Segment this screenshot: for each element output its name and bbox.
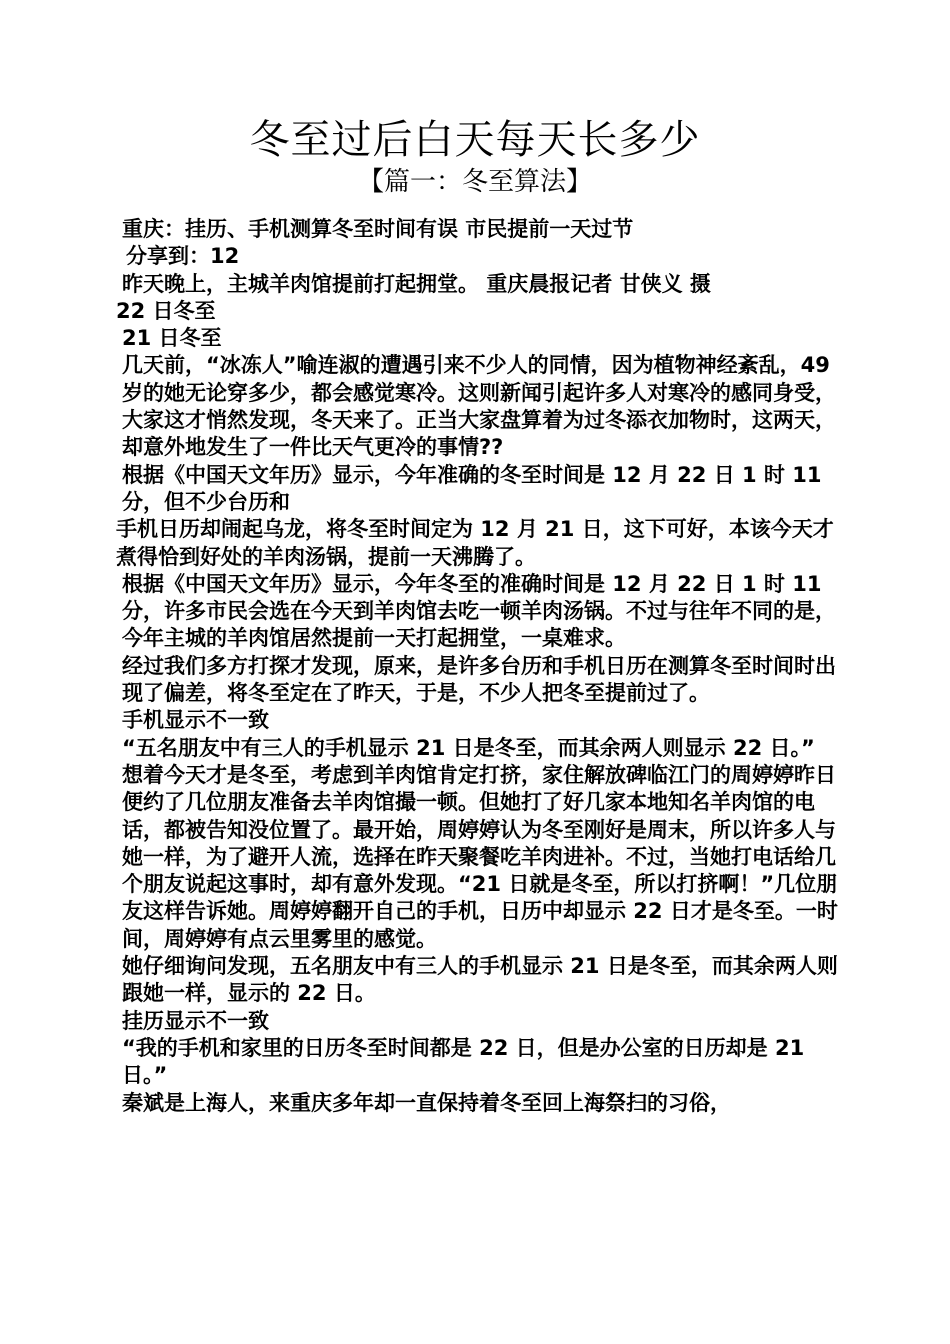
section-heading: 手机显示不一致 bbox=[122, 708, 269, 733]
date-label-22: 22 日冬至 bbox=[116, 298, 216, 323]
photo-caption: 昨天晚上，主城羊肉馆提前打起拥堂。 重庆晨报记者 甘侠义 摄 bbox=[122, 271, 711, 296]
document-subtitle: 【篇一：冬至算法】 bbox=[357, 167, 592, 197]
body-paragraph: 经过我们多方打探才发现，原来，是许多台历和手机日历在测算冬至时间时出现了偏差，将冬至定在了昨天，于是，不少人把冬至提前过了。 bbox=[122, 653, 836, 706]
quote-paragraph: “五名朋友中有三人的手机显示 21 日是冬至，而其余两人则显示 22 日。” bbox=[122, 735, 815, 760]
section-heading: 挂历显示不一致 bbox=[122, 1008, 269, 1033]
body-paragraph: 秦斌是上海人，来重庆多年却一直保持着冬至回上海祭扫的习俗， bbox=[122, 1090, 731, 1115]
share-count-line: 分享到：12 bbox=[126, 244, 240, 269]
date-label-21: 21 日冬至 bbox=[122, 326, 222, 351]
document-title: 冬至过后白天每天长多少 bbox=[249, 117, 701, 163]
body-paragraph: 想着今天才是冬至，考虑到羊肉馆肯定打挤，家住解放碑临江门的周婷婷昨日便约了几位朋友准备去羊肉馆撮一顿。但她打了好几家本地知名羊肉馆的电话，都被告知没位置了。最开始，周婷婷认为冬至刚好是周末，所以许多人与她一样，为了避开人流，选择在昨天聚餐吃羊肉进补。不过，当她打电话给几个朋友说起这事时，却有意外发现。“21 日就是冬至，所以打挤啊！”几位朋友这样告诉她。周婷婷翻开自己的手机，日历中却显示 22 日才是冬至。一时间，周婷婷有点云里雾里的感觉。 bbox=[122, 762, 838, 951]
body-paragraph: 根据《中国天文年历》显示，今年冬至的准确时间是 12 月 22 日 1 时 11 分，许多市民会选在今天到羊肉馆去吃一顿羊肉汤锅。不过与往年不同的是，今年主城的羊肉馆居然提前一天打起拥堂，一桌难求。 bbox=[122, 571, 836, 651]
quote-paragraph: “我的手机和家里的日历冬至时间都是 22 日，但是办公室的日历却是 21 日。” bbox=[122, 1035, 805, 1088]
article-body bbox=[116, 216, 846, 1117]
body-paragraph: 手机日历却闹起乌龙，将冬至时间定为 12 月 21 日，这下可好，本该今天才煮得恰到好处的羊肉汤锅，提前一天沸腾了。 bbox=[116, 517, 834, 569]
body-paragraph: 根据《中国天文年历》显示，今年准确的冬至时间是 12 月 22 日 1 时 11 分，但不少台历和 bbox=[122, 462, 822, 514]
body-paragraph: 她仔细询问发现，五名朋友中有三人的手机显示 21 日是冬至，而其余两人则跟她一样，显示的 22 日。 bbox=[122, 954, 838, 1006]
body-paragraph: 几天前，“冰冻人”喻连淑的遭遇引来不少人的同情，因为植物神经紊乱，49 岁的她无论穿多少，都会感觉寒冷。这则新闻引起许多人对寒冷的感同身受，大家这才悄然发现，冬天来了。正当大家盘算着为过冬添衣加物时，这两天，却意外地发生了一件比天气更冷的事情?? bbox=[122, 353, 836, 460]
headline-paragraph: 重庆：挂历、手机测算冬至时间有误 市民提前一天过节 bbox=[122, 217, 634, 241]
